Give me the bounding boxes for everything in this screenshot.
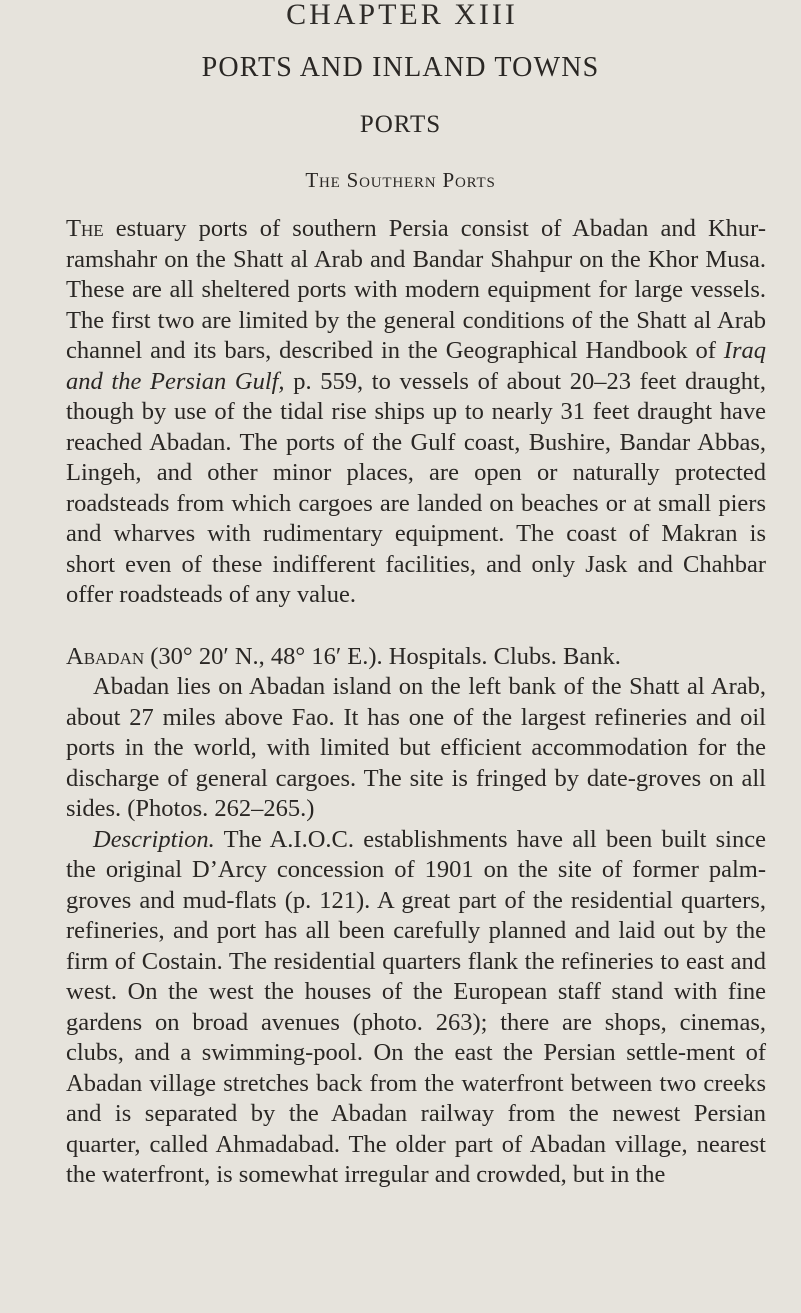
subsection-title: The Southern Ports [305, 168, 496, 192]
description-text: The A.I.O.C. establishments have all been built since the original D’Arcy concession of 1901 on the site of former palm-groves and mud-flats (p. 121). A great part of the residential quarters, refineries, and port has all been carefully planned and laid out by the firm of Costain. The residential quarters flank the refineries to east and west. On the west the houses of the European staff stand with fine gardens on broad avenues (photo. 263); there are shops, cinemas, clubs, and a swimming-pool. On the east the Persian settle-ment of Abadan village stretches back from the waterfront between two creeks and is separated by the Abadan railway from the newest Persian quarter, called Ahmadabad. The older part of Abadan village, nearest the waterfront, is somewhat irregular and crowded, but in the [66, 825, 766, 1188]
paragraph-abadan-intro: Abadan lies on Abadan island on the left bank of the Shatt al Arab, about 27 miles above Fao. It has one of the largest refineries and oil ports in the world, with limited but efficient accommodation for the discharge of general cargoes. The site is fringed by date-groves on all sides. (Photos. 262–265.) [66, 673, 766, 822]
description-label: Description. [93, 825, 215, 853]
paragraph-southern-ports [66, 214, 766, 611]
chapter-number: CHAPTER XIII [286, 0, 518, 31]
body-text [66, 214, 766, 1191]
abadan-heading [66, 642, 766, 673]
paragraph-text-continued: p. 559, to vessels of about 20–23 feet draught, though by use of the tidal rise ships up to nearly 31 feet draught have reached Abadan. The ports of the Gulf coast, Bushire, Bandar Abbas, Lingeh, and other minor places, are open or naturally protected roadsteads from which cargoes are landed on beaches or at small piers and wharves with rudimentary equipment. The coast of Makran is short even of these indifferent facilities, and only Jask and Chahbar offer roadsteads of any value. [66, 367, 766, 608]
section-title: PORTS [359, 111, 442, 138]
place-name-abadan: Abadan [66, 642, 145, 670]
chapter-title: PORTS AND INLAND TOWNS [201, 52, 600, 83]
paragraph-text: estuary ports of southern Persia consist of Abadan and Khur-ramshahr on the Shatt al Arab and Bandar Shahpur on the Khor Musa. These are all sheltered ports with modern equipment for large vessels. The first two are limited by the general conditions of the Shatt al Arab channel and its bars, described in the Geographical Handbook of [66, 215, 766, 364]
book-title-reference: Iraq and the Persian Gulf, [66, 337, 766, 395]
paragraph-description [66, 825, 766, 1191]
abadan-heading-details: (30° 20′ N., 48° 16′ E.). Hospitals. Clubs. Bank. [144, 642, 621, 670]
paragraph-lead-word: The [66, 215, 104, 242]
